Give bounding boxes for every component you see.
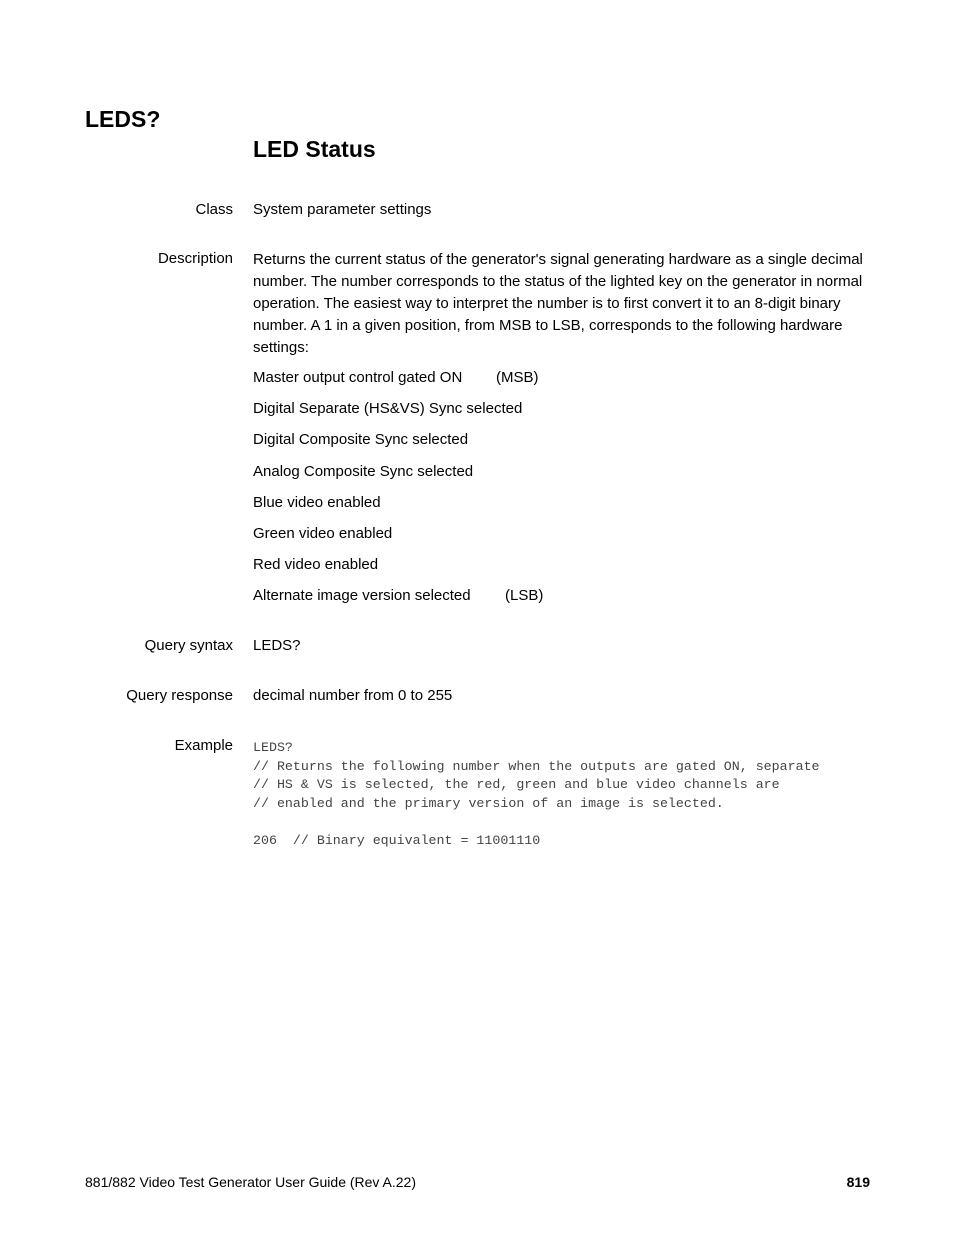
bit-item: [253, 525, 392, 542]
query-response-label: Query response: [126, 687, 233, 704]
bit-item-text: Red video enabled: [253, 556, 379, 573]
bit-item-text: Digital Composite Sync selected: [253, 431, 469, 448]
bit-item-text: Green video enabled: [253, 525, 393, 542]
bit-item-text: Digital Separate (HS&VS) Sync selected: [253, 400, 523, 417]
bit-item-note: (LSB): [505, 587, 544, 604]
description-text: Returns the current status of the generator's signal generating hardware as a single decimal number. The number corresponds to the status of the lighted key on the generator in normal operation. The easiest way to interpret the number is to first convert it to an 8-digit binary number. A 1 in a given position, from MSB to LSB, corresponds to the following hardware settings:: [253, 251, 863, 356]
bit-item: [253, 369, 539, 386]
bit-item: [253, 431, 468, 448]
command-title: LED Status: [253, 136, 376, 162]
bit-item: [253, 587, 544, 604]
page-number: 819: [846, 1174, 870, 1190]
bit-item: [253, 463, 473, 480]
bit-item-text: Analog Composite Sync selected: [253, 463, 474, 480]
query-syntax-value: LEDS?: [253, 637, 301, 654]
bit-item-text: Master output control gated ON: [253, 369, 463, 386]
query-syntax-label: Query syntax: [144, 637, 233, 654]
bit-item: [253, 494, 381, 511]
bit-item-note: (MSB): [496, 369, 539, 386]
bit-item: [253, 556, 378, 573]
class-label: Class: [195, 201, 233, 218]
query-response-value: decimal number from 0 to 255: [253, 687, 453, 704]
description-label: Description: [157, 250, 233, 267]
class-value: System parameter settings: [253, 201, 432, 218]
footer-doc-title: 881/882 Video Test Generator User Guide (Rev A.22): [85, 1174, 417, 1190]
command-name: LEDS?: [85, 106, 161, 132]
example-code: LEDS? // Returns the following number when the outputs are gated ON, separate // HS & VS is selected, the red, green and blue video channels are // enabled and the primary version of an image is selected. 206 // Binary equivalent = 11001110: [253, 740, 820, 848]
bit-item-text: Alternate image version selected: [253, 587, 471, 604]
bit-item: [253, 400, 522, 417]
bit-item-text: Blue video enabled: [253, 494, 381, 511]
example-label: Example: [174, 737, 233, 754]
